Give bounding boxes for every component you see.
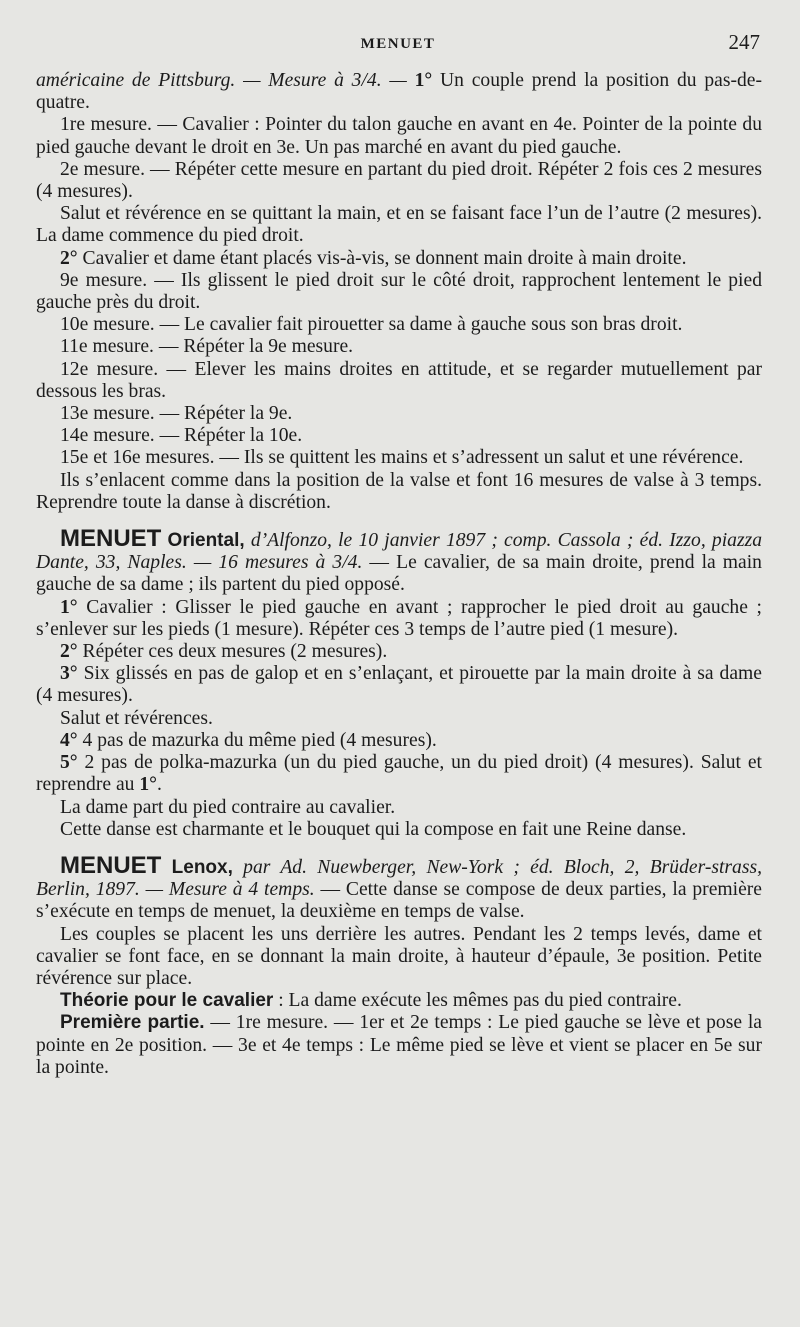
paragraph <box>36 359 762 403</box>
paragraph <box>36 924 762 991</box>
paragraph <box>36 403 762 425</box>
paragraph <box>36 447 762 469</box>
text-run: Cavalier : Glisser le pied gauche en avant ; rapprocher le pied droit au gauche ; s’enlever sur les pieds (1 mesure). Répéter ces 3 temps de l’autre pied (1 mesure). <box>36 596 762 640</box>
italic-run: américaine de Pittsburg. — Mesure à 3/4. — <box>36 70 407 91</box>
heading-run: MENUET <box>60 851 162 879</box>
page-header <box>36 28 760 58</box>
heading-run: MENUET <box>60 525 162 553</box>
paragraph <box>36 336 762 358</box>
text-run <box>233 857 243 878</box>
text-run: — 1re mesure. — 1er et 2e temps : Le pied gauche se lève et pose la pointe en 2e position. — 3e et 4e temps : Le même pied se lève et vient se placer en 5e sur la pointe. <box>36 1012 762 1078</box>
text-run: . <box>157 774 162 796</box>
paragraph <box>36 752 762 796</box>
text-run: Salut et révérences. <box>60 707 213 729</box>
paragraph <box>36 597 762 641</box>
text-run: Répéter ces deux mesures (2 mesures). <box>77 641 388 663</box>
paragraph <box>36 641 762 663</box>
paragraph <box>36 425 762 447</box>
italic-run: d’Alfonzo, le 10 janvier 1897 ; comp. Cassola ; éd. Izzo, piazza Dante, 33, Naples. — 16 mesures à 3/4. <box>36 530 762 574</box>
bold-run: 3° <box>60 663 78 685</box>
bold-run: 4° <box>60 729 78 751</box>
text-run: 15e et 16e mesures. — Ils se quittent les mains et s’adressent un salut et une révérence. <box>60 447 744 469</box>
bold-run: 2° <box>60 641 78 663</box>
paragraph <box>36 990 762 1012</box>
text-run: 2 pas de polka-mazurka (un du pied gauche, un du pied droit) (4 mesures). Salut et reprendre au <box>36 752 762 796</box>
subheading-run: Première partie. <box>60 1012 205 1034</box>
text-run: 11e mesure. — Répéter la 9e mesure. <box>60 336 354 358</box>
paragraph <box>36 797 762 819</box>
paragraph <box>36 730 762 752</box>
text-run: La dame part du pied contraire au cavalier. <box>60 796 396 818</box>
text-run <box>407 70 415 91</box>
paragraph <box>36 525 762 597</box>
subheading-run: Oriental, <box>167 530 245 552</box>
text-run: Cavalier et dame étant placés vis-à-vis, se donnent main droite à main droite. <box>77 247 687 269</box>
italic-run: par Ad. Nuewberger, New-York ; éd. Bloch, 2, Brüder-strass, Berlin, 1897. — Mesure à 4 temps. <box>36 856 762 901</box>
paragraph <box>36 851 762 924</box>
paragraph <box>36 203 762 247</box>
text-run: Cette danse est charmante et le bouquet qui la compose en fait une Reine danse. <box>60 818 687 840</box>
text-run: 10e mesure. — Le cavalier fait pirouetter sa dame à gauche sous son bras droit. <box>60 314 683 336</box>
paragraph <box>36 708 762 730</box>
text-run: 14e mesure. — Répéter la 10e. <box>60 425 303 447</box>
bold-run: 1° <box>139 774 157 796</box>
text-run: 1re mesure. — Cavalier : Pointer du talon gauche en avant en 4e. Pointer de la pointe du pied gauche devant le droit en 3e. Un pas marché en avant du pied gauche. <box>36 114 762 158</box>
text-run: Salut et révérence en se quittant la main, et en se faisant face l’un de l’autre (2 mesures). La dame commence du pied droit. <box>36 203 762 247</box>
body-text <box>36 70 762 1079</box>
text-run: 4 pas de mazurka du même pied (4 mesures). <box>77 729 437 751</box>
bold-run: 1° <box>414 70 433 91</box>
text-run: Un couple prend la position du pas-de-quatre. <box>36 70 762 114</box>
paragraph <box>36 470 762 514</box>
bold-run: 5° <box>60 752 78 774</box>
subheading-run: Théorie pour le cavalier <box>60 990 274 1012</box>
text-run: — Cette danse se compose de deux parties, la première s’exécute en temps de menuet, la deuxième en temps de valse. <box>36 879 762 923</box>
text-run: 13e mesure. — Répéter la 9e. <box>60 403 293 425</box>
paragraph <box>36 114 762 158</box>
paragraph <box>36 663 762 707</box>
running-title: MENUET <box>360 36 436 52</box>
paragraph <box>36 819 762 841</box>
paragraph <box>36 1012 762 1079</box>
bold-run: 2° <box>60 247 78 269</box>
paragraph <box>36 70 762 114</box>
text-run: : La dame exécute les mêmes pas du pied contraire. <box>273 990 682 1012</box>
text-run: — Le cavalier, de sa main droite, prend la main gauche de sa dame ; ils partent du pied opposé. <box>36 552 762 596</box>
paragraph <box>36 270 762 314</box>
text-run: 2e mesure. — Répéter cette mesure en partant du pied droit. Répéter 2 fois ces 2 mesures (4 mesures). <box>36 158 762 203</box>
subheading-run: Lenox, <box>171 856 233 878</box>
text-run: Ils s’enlacent comme dans la position de la valse et font 16 mesures de valse à 3 temps. Reprendre toute la danse à discrétion. <box>36 469 762 513</box>
text-run <box>161 857 171 878</box>
text-run: 12e mesure. — Elever les mains droites en attitude, et se regarder mutuellement par dessous les bras. <box>36 358 762 402</box>
page-number: 247 <box>728 30 760 54</box>
text-run: 9e mesure. — Ils glissent le pied droit sur le côté droit, rapprochent lentement le pied gauche près du droit. <box>36 269 762 314</box>
paragraph <box>36 314 762 336</box>
bold-run: 1° <box>60 596 78 618</box>
paragraph <box>36 159 762 203</box>
paragraph <box>36 248 762 270</box>
text-run: Six glissés en pas de galop et en s’enlaçant, et pirouette par la main droite à sa dame (4 mesures). <box>36 663 762 707</box>
text-run: Les couples se placent les uns derrière les autres. Pendant les 2 temps levés, dame et cavalier se font face, en se donnant la main droite, à hauteur d’épaule, 3e position. Petite révérence sur place. <box>36 923 762 989</box>
